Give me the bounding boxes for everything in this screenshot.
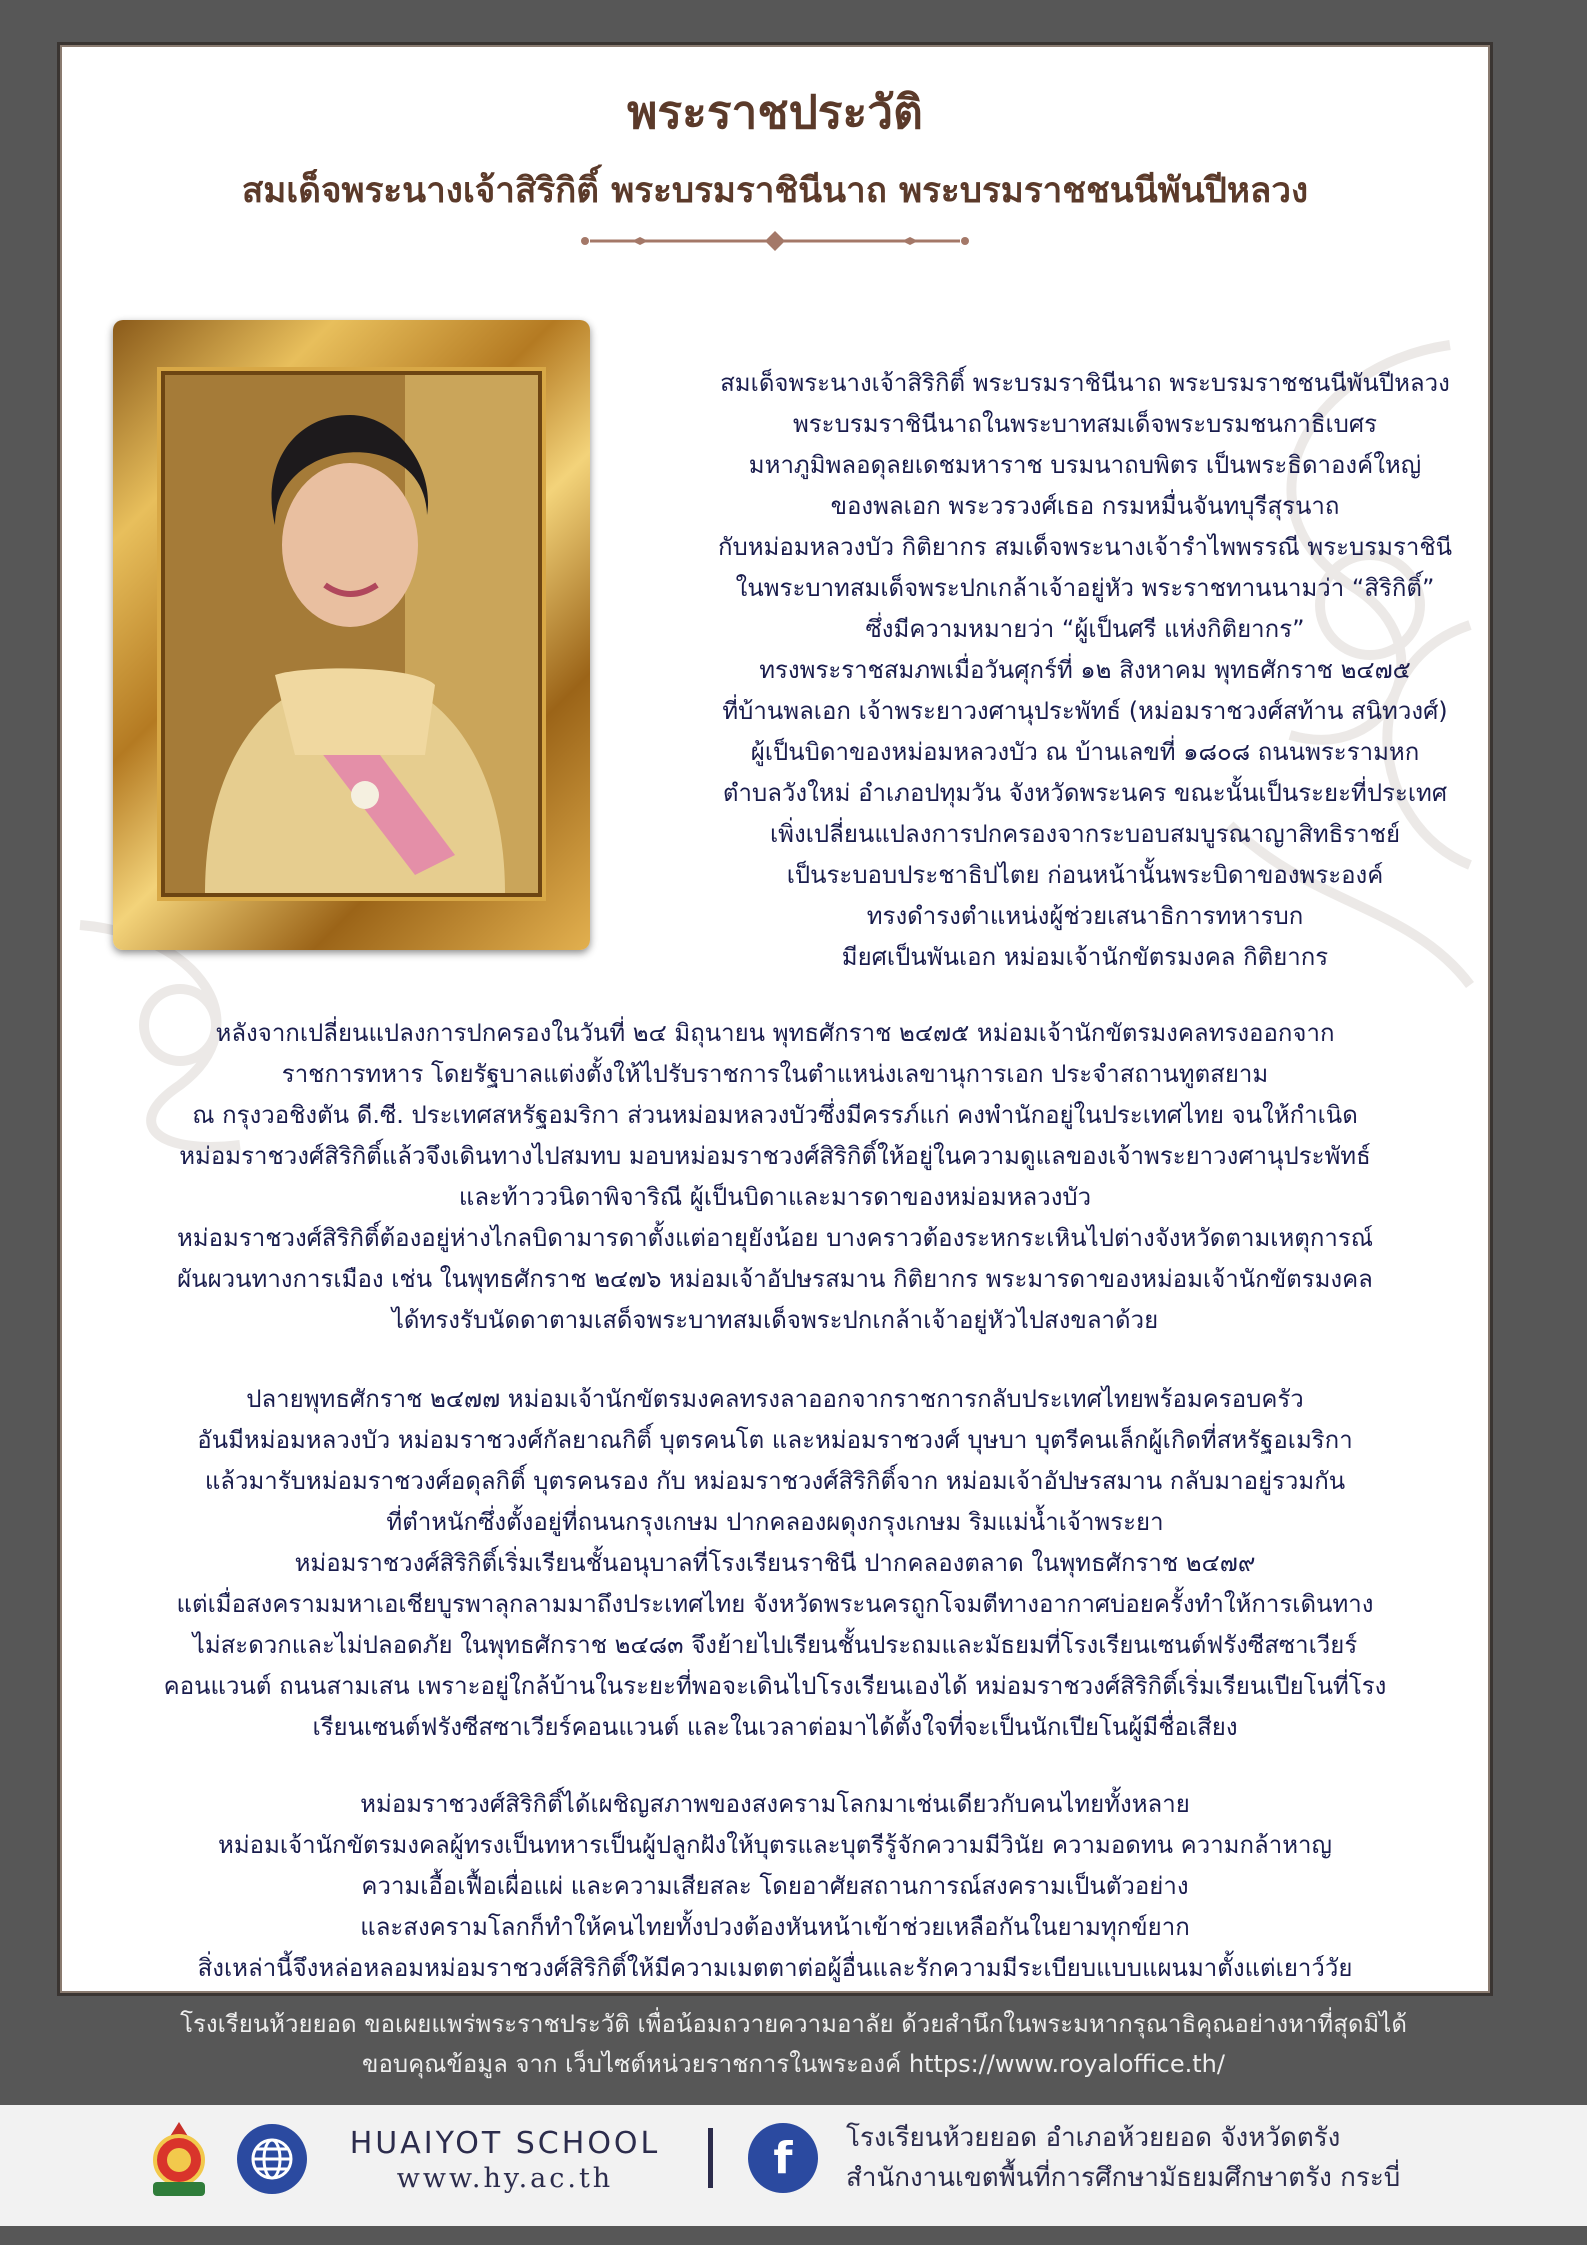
paragraph-line: ราชการทหาร โดยรัฐบาลแต่งตั้งให้ไปรับราชการในตำแหน่งเลขานุการเอก ประจำสถานทูตสยาม <box>281 1060 1269 1088</box>
paragraph-line: ทรงดำรงตำแหน่งผู้ช่วยเสนาธิการทหารบก <box>866 902 1304 930</box>
paragraph-line: อันมีหม่อมหลวงบัว หม่อมราชวงศ์กัลยาณกิติ์ บุตรคนโต และหม่อมราชวงศ์ บุษบา บุตรีคนเล็กผู้เกิดที่สหรัฐอเมริกา <box>197 1426 1353 1454</box>
globe-glyph <box>249 2136 295 2182</box>
footer-note-line: โรงเรียนห้วยยอด ขอเผยแพร่พระราชประวัติ เพื่อน้อมถวายความอาลัย ด้วยสำนึกในพระมหากรุณาธิคุณอย่างหาที่สุดมิได้ <box>180 2010 1407 2038</box>
school-website-link[interactable]: www.hy.ac.th <box>396 2163 614 2194</box>
paragraph-2 <box>120 1013 1430 1341</box>
paragraph-line: ตำบลวังใหม่ อำเภอปทุมวัน จังหวัดพระนคร ขณะนั้นเป็นระยะที่ประเทศ <box>722 779 1448 807</box>
paragraph-line: ความเอื้อเฟื้อเผื่อแผ่ และความเสียสละ โดยอาศัยสถานการณ์สงครามเป็นตัวอย่าง <box>361 1872 1189 1900</box>
paragraph-line: มียศเป็นพันเอก หม่อมเจ้านักขัตรมงคล กิติยากร <box>841 943 1329 971</box>
school-name: HUAIYOT SCHOOL <box>349 2126 661 2161</box>
bottom-strip <box>0 2226 1587 2245</box>
portrait-photo <box>165 375 538 893</box>
paragraph-line: สมเด็จพระนางเจ้าสิริกิติ์ พระบรมราชินีนาถ พระบรมราชชนนีพันปีหลวง <box>720 369 1450 397</box>
paragraph-line: มหาภูมิพลอดุลยเดชมหาราช บรมนาถบพิตร เป็นพระธิดาองค์ใหญ่ <box>748 451 1422 479</box>
paragraph-line: เป็นระบอบประชาธิปไตย ก่อนหน้านั้นพระบิดาของพระองค์ <box>786 861 1384 889</box>
footer-note <box>0 2004 1587 2084</box>
paragraph-line: ผู้เป็นบิดาของหม่อมหลวงบัว ณ บ้านเลขที่ ๑๘๐๘ ถนนพระรามหก <box>750 738 1420 766</box>
portrait-frame <box>113 320 590 950</box>
paragraph-line: ณ กรุงวอชิงตัน ดี.ซี. ประเทศสหรัฐอมริกา ส่วนหม่อมหลวงบัวซึ่งมีครรภ์แก่ คงพำนักอยู่ในประเทศไทย จนให้กำเนิด <box>192 1101 1358 1129</box>
paragraph-line: หม่อมราชวงศ์สิริกิติ์เริ่มเรียนชั้นอนุบาลที่โรงเรียนราชินี ปากคลองตลาด ในพุทธศักราช ๒๔๗๙ <box>294 1549 1256 1577</box>
facebook-page-info[interactable] <box>846 2118 1486 2198</box>
paragraph-line: กับหม่อมหลวงบัว กิติยากร สมเด็จพระนางเจ้ารำไพพรรณี พระบรมราชินี <box>717 533 1453 561</box>
paragraph-line: ที่บ้านพลเอก เจ้าพระยาวงศานุประพัทธ์ (หม่อมราชวงศ์สท้าน สนิทวงศ์) <box>722 697 1448 725</box>
paragraph-line: ไม่สะดวกและไม่ปลอดภัย ในพุทธศักราช ๒๔๘๓ จึงย้ายไปเรียนชั้นประถมและมัธยมที่โรงเรียนเซนต์ฟรังซีสซาเวียร์ <box>192 1631 1358 1659</box>
paragraph-line: เรียนเซนต์ฟรังซีสซาเวียร์คอนแวนต์ และในเวลาต่อมาได้ตั้งใจที่จะเป็นนักเปียโนผู้มีชื่อเสียง <box>312 1713 1238 1741</box>
page-subtitle: สมเด็จพระนางเจ้าสิริกิติ์ พระบรมราชินีนาถ พระบรมราชชนนีพันปีหลวง <box>241 170 1309 211</box>
facebook-page-name: โรงเรียนห้วยยอด อำเภอห้วยยอด จังหวัดตรัง <box>846 2123 1341 2153</box>
paragraph-line: ของพลเอก พระวรวงศ์เธอ กรมหมื่นจันทบุรีสุรนาถ <box>830 492 1340 520</box>
paragraph-line: หลังจากเปลี่ยนแปลงการปกครองในวันที่ ๒๔ มิถุนายน พุทธศักราช ๒๔๗๕ หม่อมเจ้านักขัตรมงคลทรงออกจาก <box>215 1019 1335 1047</box>
facebook-icon[interactable]: f <box>748 2123 818 2193</box>
paragraph-1 <box>650 363 1520 978</box>
paragraph-line: หม่อมเจ้านักขัตรมงคลผู้ทรงเป็นทหารเป็นผู้ปลูกฝังให้บุตรและบุตรีรู้จักความมีวินัย ความอดทน ความกล้าหาญ <box>218 1831 1332 1859</box>
paragraph-line: หม่อมราชวงศ์สิริกิติ์แล้วจึงเดินทางไปสมทบ มอบหม่อมราชวงศ์สิริกิติ์ให้อยู่ในความดูแลของเจ้าพระยาวงศานุประพัทธ์ <box>179 1142 1371 1170</box>
paragraph-line: เพิ่งเปลี่ยนแปลงการปกครองจากระบอบสมบูรณาญาสิทธิราชย์ <box>769 820 1401 848</box>
ornamental-divider <box>580 229 970 253</box>
footer-separator <box>708 2128 713 2188</box>
facebook-page-org: สำนักงานเขตพื้นที่การศึกษามัธยมศึกษาตรัง กระบี่ <box>846 2163 1401 2193</box>
paragraph-line: ที่ตำหนักซึ่งตั้งอยู่ที่ถนนกรุงเกษม ปากคลองผดุงกรุงเกษม ริมแม่น้ำเจ้าพระยา <box>386 1508 1164 1536</box>
paragraph-3 <box>120 1379 1430 1748</box>
paragraph-line: แต่เมื่อสงครามมหาเอเชียบูรพาลุกลามมาถึงประเทศไทย จังหวัดพระนครถูกโจมตีทางอากาศบ่อยครั้งทำให้การเดินทาง <box>176 1590 1374 1618</box>
paragraph-line: ในพระบาทสมเด็จพระปกเกล้าเจ้าอยู่หัว พระราชทานนามว่า “สิริกิติ์” <box>735 574 1435 602</box>
paragraph-line: ผันผวนทางการเมือง เช่น ในพุทธศักราช ๒๔๗๖ หม่อมเจ้าอัปษรสมาน กิติยากร พระมารดาของหม่อมเจ้านักขัตรมงคล <box>177 1265 1373 1293</box>
content-card <box>57 42 1493 1996</box>
paragraph-line: และท้าววนิดาพิจาริณี ผู้เป็นบิดาและมารดาของหม่อมหลวงบัว <box>458 1183 1092 1211</box>
paragraph-line: คอนแวนต์ ถนนสามเสน เพราะอยู่ใกล้บ้านในระยะที่พอจะเดินไปโรงเรียนเองได้ หม่อมราชวงศ์สิริกิติ์เริ่มเรียนเปียโนที่โรง <box>163 1672 1387 1700</box>
footer-note-link-line[interactable]: ขอบคุณข้อมูล จาก เว็บไซต์หน่วยราชการในพระองค์ https://www.royaloffice.th/ <box>362 2050 1225 2078</box>
paragraph-line: ซึ่งมีความหมายว่า “ผู้เป็นศรี แห่งกิติยากร” <box>865 615 1305 643</box>
school-emblem-icon <box>145 2120 213 2200</box>
paragraph-line: พระบรมราชินีนาถในพระบาทสมเด็จพระบรมชนกาธิเบศร <box>792 410 1378 438</box>
page-title: พระราชประวัติ <box>627 85 923 139</box>
paragraph-line: และสงครามโลกก็ทำให้คนไทยทั้งปวงต้องหันหน้าเข้าช่วยเหลือกันในยามทุกข์ยาก <box>360 1913 1190 1941</box>
globe-icon[interactable] <box>237 2124 307 2194</box>
paragraph-line: สิ่งเหล่านี้จึงหล่อหลอมหม่อมราชวงศ์สิริกิติ์ให้มีความเมตตาต่อผู้อื่นและรักความมีระเบียบแบบแผนมาตั้งแต่เยาว์วัย <box>197 1954 1353 1982</box>
paragraph-line: ปลายพุทธศักราช ๒๔๗๗ หม่อมเจ้านักขัตรมงคลทรงลาออกจากราชการกลับประเทศไทยพร้อมครอบครัว <box>246 1385 1304 1413</box>
paragraph-line: หม่อมราชวงศ์สิริกิติ์ได้เผชิญสภาพของสงครามโลกมาเช่นเดียวกับคนไทยทั้งหลาย <box>360 1790 1190 1818</box>
paragraph-line: ได้ทรงรับนัดดาตามเสด็จพระบาทสมเด็จพระปกเกล้าเจ้าอยู่หัวไปสงขลาด้วย <box>391 1306 1159 1334</box>
paragraph-line: ทรงพระราชสมภพเมื่อวันศุกร์ที่ ๑๒ สิงหาคม พุทธศักราช ๒๔๗๕ <box>759 656 1411 684</box>
paragraph-line: แล้วมารับหม่อมราชวงศ์อดุลกิติ์ บุตรคนรอง กับ หม่อมราชวงศ์สิริกิติ์จาก หม่อมเจ้าอัปษรสมาน กลับมาอยู่รวมกัน <box>204 1467 1346 1495</box>
portrait-figure <box>165 375 538 893</box>
paragraph-4 <box>120 1784 1430 1989</box>
paragraph-line: หม่อมราชวงศ์สิริกิติ์ต้องอยู่ห่างไกลบิดามารดาตั้งแต่อายุยังน้อย บางคราวต้องระหกระเหินไปต่างจังหวัดตามเหตุการณ์ <box>176 1224 1374 1252</box>
